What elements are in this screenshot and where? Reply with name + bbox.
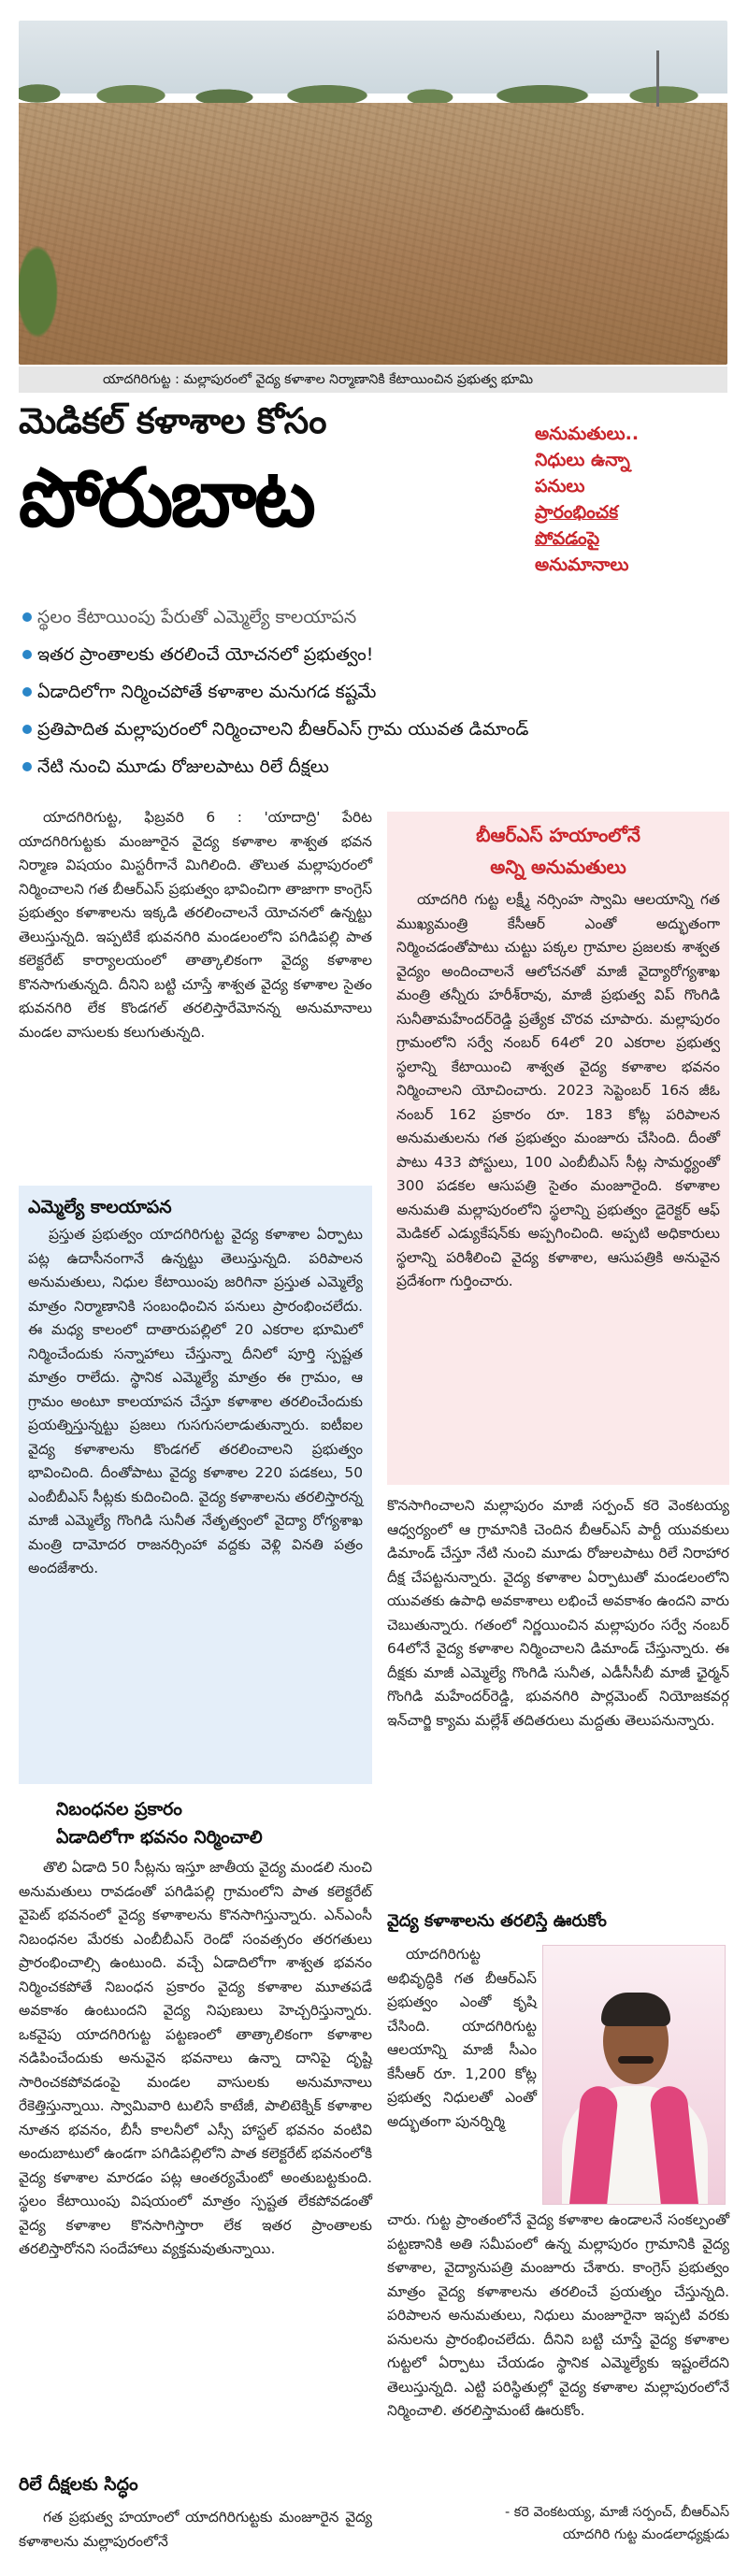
portrait-mustache: [618, 2056, 654, 2064]
side-note-line: నిధులు ఉన్నా: [535, 450, 630, 470]
bullet-item: [19, 711, 727, 748]
brs-box-body: యాదగిరి గుట్ట లక్ష్మీ నర్సింహ స్వామి ఆలయాన్ని గత ముఖ్యమంత్రి కేసీఆర్ ఎంతో అద్భుతంగా నిర్మించడంతోపాటు చుట్టు పక్కల గ్రామాల ప్రజలకు శాశ్వత వైద్యం అందించాలనే ఆలోచనతో మాజీ వైద్యారోగ్యశాఖ మంత్రి తన్నీరు హరీశ్‌రావు, మాజీ ప్రభుత్వ విప్ గొంగిడి సునీతామహేందర్‌రెడ్డి ప్రత్యేక చొరవ చూపారు. మల్లాపురం గ్రామంలోని సర్వే నంబర్ 64లో 20 ఎకరాల ప్రభుత్వ స్థలాన్ని కేటాయించి శాశ్వత వైద్య కళాశాల భవనం నిర్మించాలని యోచించారు. 2023 సెప్టెంబర్ 16న జీఓ నంబర్ 162 ప్రకారం రూ. 183 కోట్ల పరిపాలన అనుమతులను గత ప్రభుత్వం మంజూరు చేసింది. దీంతో పాటు 433 పోస్టులు, 100 ఎంబీబీఎస్ సీట్ల సామర్థ్యంతో 300 పడకల ఆసుపత్రి సైతం మంజూరైంది. కళాశాల అనుమతి మల్లాపురంలోని స్థలాన్ని ప్రభుత్వం డైరెక్టర్ ఆఫ్ మెడికల్ ఎడ్యుకేషన్‌కు అప్పగించింది. అప్పటి అధికారులు స్థలాన్ని పరిశీలించి వైద్య కళాశాల, ఆసుపత్రికి అనువైన ప్రదేశంగా గుర్తించారు.: [396, 891, 720, 1289]
article-paragraph: యాదగిరిగుట్ట, ఫిబ్రవరి 6 : 'యాదాద్రి' పేరిట యాదగిరిగుట్టకు మంజూరైన వైద్య కళాశాల శాశ్వత భవన నిర్మాణ విషయం మిస్టరీగానే మిగిలింది. తొలుత మల్లాపురంలో నిర్మించాలని గత బీఆర్ఎస్ ప్రభుత్వం భావించిగా తాజాగా కాంగ్రెస్ ప్రభుత్వం కళాశాలను ఇక్కడి తరలించాలనే యోచనలో ఉన్నట్టు తెలుస్తున్నది. ఇప్పటికే భువనగిరి మండలంలోని పగిడిపల్లి పాత కలెక్టరేట్ కార్యాలయంలో తాత్కాలికంగా వైద్య కళాశాల కొనసాగుతున్నది. దీనిని బట్టి చూస్తే శాశ్వత వైద్య కళాశాల సైతం భువనగిరి లేక కొండగల్ తరలిస్తారేమోనన్న అనుమానాలు మండల వాసులకు కలుగుతున్నది.: [19, 809, 372, 1041]
side-note-line: అనుమానాలు: [535, 554, 629, 575]
bullet-text: ప్రతిపాదిత మల్లాపురంలో నిర్మించాలని బీఆర్ఎస్ గ్రామ యువత డిమాండ్: [37, 719, 529, 740]
bullet-text: ఇతర ప్రాంతాలకు తరలించే యోచనలో ప్రభుత్వం!: [37, 644, 374, 665]
relay-continued-article: [387, 1494, 729, 1733]
bullet-item: [19, 748, 727, 785]
portrait-photo: [542, 1945, 726, 2205]
byline-title: యాదగిరి గుట్ట మండలాధ్యక్షుడు: [562, 2527, 729, 2542]
article-lead: [19, 806, 372, 1044]
bullet-text: స్థలం కేటాయింపు పేరుతో ఎమ్మెల్యే కాలయాపన: [37, 607, 357, 627]
mla-delay-body: ప్రస్తుత ప్రభుత్వం యాదగిరిగుట్ట వైద్య కళాశాల ఏర్పాటు పట్ల ఉదాసీనంగానే ఉన్నట్టు తెలుస్తున్నది. పరిపాలన అనుమతులు, నిధుల కేటాయింపు జరిగినా ప్రస్తుత ఎమ్మెల్యే మాత్రం నిర్మాణానికి సంబంధించిన పనులు ప్రారంభించలేదు. ఈ మధ్య కాలంలో దాతారుపల్లిలో 20 ఎకరాల భూమిలో నిర్మించేందుకు సన్నాహాలు చేస్తున్నా దీనిలో పూర్తి స్పష్టత మాత్రం రాలేదు. స్థానిక ఎమ్మెల్యే మాత్రం ఈ గ్రామం, ఆ గ్రామం అంటూ కాలయాపన చేస్తూ కళాశాల తరలించేందుకు ప్రయత్నిస్తున్నట్టు ప్రజలు గుసగుసలాడుతున్నారు. ఐటీఐల వైద్య కళాశాలను కొండగల్ తరలించాలని ప్రభుత్వం భావించింది. దీంతోపాటు వైద్య కళాశాల 220 పడకలు, 50 ఎంబీబీఎస్ సీట్లకు కుదించింది. వైద్య కళాశాలను తరలిస్తారన్న మాజీ ఎమ్మెల్యే గొంగిడి సునీత నేతృత్వంలో వైద్యా రోగ్యశాఖ మంత్రి దామోదర రాజనర్సింహా వద్దకు వెళ్లి వినతి పత్రం అందజేశారు.: [28, 1226, 363, 1576]
bullet-dot-icon: [22, 687, 32, 697]
bullet-text: నేటి నుంచి మూడు రోజులపాటు రిలే దీక్షలు: [37, 756, 329, 777]
move-subhead: వైద్య కళాశాలను తరలిస్తే ఊరుకోం: [387, 1911, 607, 1931]
bullet-dot-icon: [22, 762, 32, 771]
brs-permissions-box: [387, 812, 729, 1485]
land-photo: [19, 21, 727, 365]
quote-article-continued: [387, 2209, 729, 2424]
side-note-line: పోవడంపై: [535, 528, 600, 549]
article-paragraph: కొనసాగించాలని మల్లాపురం మాజీ సర్పంచ్ కరె వెంకటయ్య ఆధ్వర్యంలో ఆ గ్రామానికి చెందిన బీఆర్ఎస్ పార్టీ యువకులు డిమాండ్ చేస్తూ నేటి నుంచి మూడు రోజులపాటు రిలే నిరాహార దీక్ష చేపట్టనున్నారు. వైద్య కళాశాల ఏర్పాటుతో మండలంలోని యువతకు ఉపాధి అవకాశాలు లభించే అవకాశం ఉందని వారు చెబుతున్నారు. గతంలో నిర్ణయించిన మల్లాపురం సర్వే నంబర్ 64లోనే వైద్య కళాశాల నిర్మించాలని డిమాండ్ చేస్తున్నారు. ఈ దీక్షకు మాజీ ఎమ్మెల్యే గొంగిడి సునీత, ఎడీసీసీబీ మాజీ ఛైర్మన్ గొంగిడి మహేందర్‌రెడ్డి, భువనగిరి పార్లమెంట్ నియోజకవర్గ ఇన్‌చార్జి క్యామ మల్లేశ్ తదితరులు మద్దతు తెలుపనున్నారు.: [387, 1497, 729, 1729]
headline-kicker: మెడికల్ కళాశాల కోసం: [19, 400, 327, 441]
bullet-item: [19, 673, 727, 711]
side-note-line: అనుమతులు..: [535, 424, 640, 444]
side-note-line: పనులు: [535, 476, 585, 496]
relay-subhead: రిలే దీక్షలకు సిద్ధం: [19, 2474, 138, 2495]
headline-main: పోరుబాట: [19, 452, 313, 545]
bullet-item: [19, 636, 727, 673]
article-paragraph: చారు. గుట్ట ప్రాంతంలోనే వైద్య కళాశాల ఉండాలనే సంకల్పంతో పట్టణానికి అతి సమీపంలో ఉన్న మల్లాపురం గ్రామానికి వైద్య కళాశాల, వైద్యానుపత్రి మంజూరు చేశారు. కాంగ్రెస్ ప్రభుత్వం మాత్రం వైద్య కళాశాలను తరలించే ప్రయత్నం చేస్తున్నది. పరిపాలన అనుమతులు, నిధులు మంజూరైనా ఇప్పటి వరకు పనులను ప్రారంభించలేదు. దీనిని బట్టి చూస్తే వైద్య కళాశాల గుట్టలో ఏర్పాటు చేయడం స్థానిక ఎమ్మెల్యేకు ఇష్టంలేదని తెలుస్తున్నది. ఎట్టి పరిస్థితుల్లో వైద్య కళాశాల మల్లాపురంలోనే నిర్మించాలి. తరలిస్తామంటే ఊరుకోం.: [387, 2211, 729, 2419]
photo-pole: [656, 50, 659, 107]
quote-byline: [387, 2501, 729, 2546]
rules-subhead-1: నిబంధనల ప్రకారం: [56, 1799, 182, 1820]
portrait-hair: [601, 1993, 670, 2026]
side-note: [524, 411, 729, 595]
article-paragraph: గత ప్రభుత్వ హయాంలో యాదగిరిగుట్టకు మంజూరైన వైద్య కళాశాలను మల్లాపురంలోనే: [19, 2509, 372, 2550]
relay-article: [19, 2506, 372, 2554]
highlight-bullets: [19, 598, 727, 785]
mla-delay-box: [19, 1186, 372, 1784]
photo-caption: యాదగిరిగుట్ట : మల్లాపురంలో వైద్య కళాశాల నిర్మాణానికి కేటాయించిన ప్రభుత్వ భూమి: [19, 367, 727, 393]
bullet-text: ఏడాదిలోగా నిర్మించపోతే కళాశాల మనుగడ కష్టమే: [37, 682, 377, 702]
rules-article: [19, 1856, 372, 2262]
article-paragraph: తొలి ఏడాది 50 సీట్లను ఇస్తూ జాతీయ వైద్య మండలి నుంచి అనుమతులు రావడంతో పగిడిపల్లి గ్రామంలోని పాత కలెక్టరేట్ వైపెట్ భవనంలో వైద్య కళాశాలను కొనసాగిస్తున్నారు. ఎన్ఎంసీ నిబంధనల మేరకు ఎంబీబీఎస్ రెండో సంవత్సరం తరగతులు ప్రారంభించాల్సి ఉంటుంది. వచ్చే ఏడాదిలోగా శాశ్వత భవనం నిర్మించకపోతే నిబంధన ప్రకారం వైద్య కళాశాల మూతపడే అవకాశం ఉంటుందని వైద్య నిపుణులు హెచ్చరిస్తున్నారు. ఒకవైపు యాదగిరిగుట్ట పట్టణంలో తాత్కాలికంగా కళాశాల నడిపించేందుకు అనువైన భవనాలు ఉన్నా దానిపై దృష్టి సారించకపోవడంపై మండల వాసులకు అనుమానాలు రేకెత్తిస్తున్నాయి. స్వామివారి టులిసే కాటేజీ, పాలిటెక్నిక్ కళాశాల నూతన భవనం, బీసీ కాలనీలో ఎస్సీ హాస్టల్ భవనం వంటివి అందుబాటులో ఉండగా పగిడిపల్లిలోని పాత కలెక్టరేట్ భవనంలోకి వైద్య కళాశాల మారడం పట్ల ఆంతర్యమేంటో అంతుబట్టకుంది. స్థలం కేటాయింపు విషయంలో మాత్రం స్పష్టత లేకపోవడంతో వైద్య కళాశాల కొనసాగిస్తారా లేక ఇతర ప్రాంతాలకు తరలిస్తారోనని సందేహాలు వ్యక్తమవుతున్నాయి.: [19, 1859, 372, 2257]
brs-box-heading-2: అన్ని అనుమతులు: [490, 856, 626, 878]
quote-article: [387, 1943, 537, 2134]
brs-box-heading-1: బీఆర్ఎస్ హయాంలోనే: [476, 824, 640, 846]
rules-subhead-2: ఏడాదిలోగా భవనం నిర్మించాలి: [56, 1827, 263, 1848]
photo-barren-ground: [19, 103, 727, 365]
article-paragraph: యాదగిరిగుట్ట అభివృద్ధికి గత బీఆర్ఎస్ ప్రభుత్వం ఎంతో కృషి చేసింది. యాదగిరిగుట్ట ఆలయాన్ని మాజీ సీఎం కేసీఆర్ రూ. 1,200 కోట్ల ప్రభుత్వ నిధులతో ఎంతో అద్భుతంగా పునర్నిర్మి: [387, 1946, 537, 2130]
mla-delay-heading: ఎమ్మెల్యే కాలయాపన: [28, 1197, 172, 1217]
photo-bush: [19, 198, 75, 365]
byline-name: - కరె వెంకటయ్య, మాజీ సర్పంచ్, బీఆర్ఎస్: [504, 2505, 729, 2520]
bullet-dot-icon: [22, 612, 32, 622]
bullet-dot-icon: [22, 725, 32, 734]
side-note-line: ప్రారంభించక: [535, 502, 619, 523]
bullet-item: [19, 598, 727, 636]
bullet-dot-icon: [22, 650, 32, 659]
